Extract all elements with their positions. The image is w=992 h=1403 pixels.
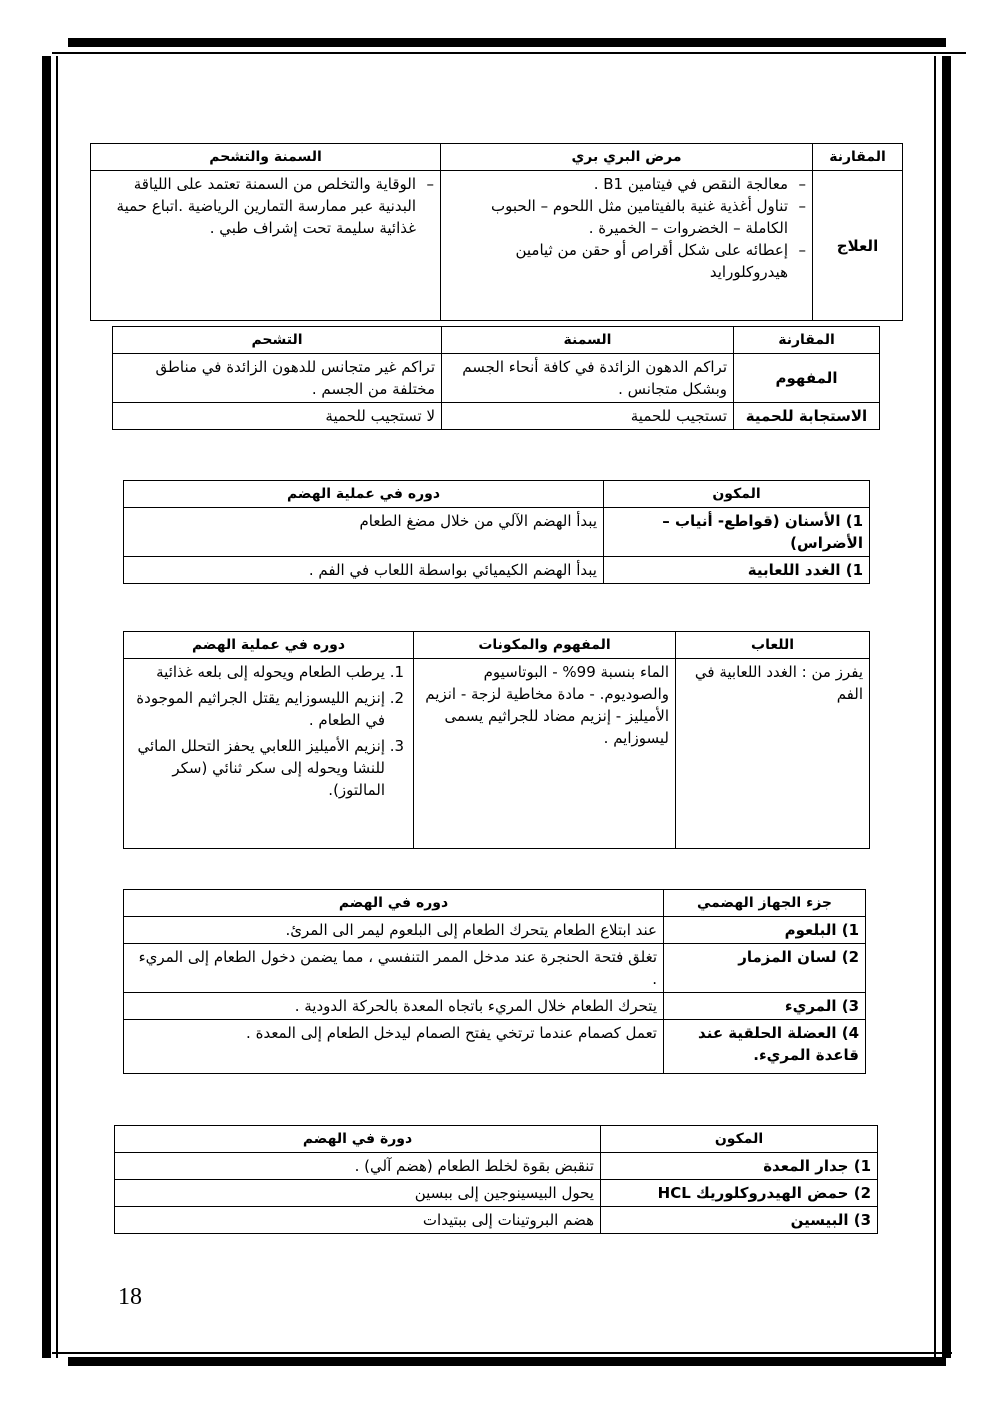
page-border-left-inner: [56, 56, 58, 1358]
table-cell: تراكم الدهون الزائدة في كافة أنحاء الجسم وبشكل متجانس .: [442, 354, 734, 403]
table-cell: لا تستجيب للحمية: [113, 403, 442, 430]
table-header-row: [115, 1126, 878, 1153]
part-cell: 3) المريء: [664, 993, 866, 1020]
table-header-row: [91, 144, 903, 171]
table-cell: يبدأ الهضم الآلي من خلال مضغ الطعام: [124, 508, 604, 557]
component-cell: 3) البيسين: [601, 1207, 878, 1234]
header-cell: المكون: [604, 481, 870, 508]
table-row: [124, 659, 870, 849]
table-cell: هضم البروتينات إلى ببتيدات: [115, 1207, 601, 1234]
list-item: – الوقاية والتخلص من السمنة تعتمد على اللياقة البدنية عبر ممارسة التمارين الرياضية .اتباع حمية غذائية سليمة تحت إشراف طبي .: [97, 173, 416, 239]
header-cell: اللعاب: [676, 632, 870, 659]
component-cell: 1) الغدد اللعابية: [604, 557, 870, 584]
table-header-row: [124, 481, 870, 508]
table-row: [91, 171, 903, 321]
concept-cell: الماء بنسبة 99% - البوتاسيوم والصوديوم. - مادة مخاطية لزجة - انزيم الأميليز - إنزيم مضاد للجراثيم يسمى ليسوزايم .: [414, 659, 676, 849]
table-header-row: [113, 327, 880, 354]
beriberi-treatment-cell: [441, 171, 813, 321]
list-item: 3. إنزيم الأميليز اللعابي يحفز التحلل المائي للنشا ويحوله إلى سكر ثنائي (سكر المالتوز).: [130, 735, 385, 801]
list-item: 1. يرطب الطعام ويحوله إلى بلعه غذائية: [130, 661, 385, 683]
table-header-row: [124, 890, 866, 917]
list-item: – معالجة النقص في فيتامين B1 .: [447, 173, 788, 195]
stomach-table: [114, 1125, 878, 1234]
header-cell: دوره في عملية الهضم: [124, 632, 414, 659]
table-row: [124, 1020, 866, 1074]
header-cell: السمنة والتشحم: [91, 144, 441, 171]
page-number: 18: [118, 1284, 142, 1310]
table-cell: يتحرك الطعام خلال المريء باتجاه المعدة بالحركة الدودية .: [124, 993, 664, 1020]
table-cell: تراكم غير متجانس للدهون الزائدة في مناطق مختلفة من الجسم .: [113, 354, 442, 403]
table-row: [124, 557, 870, 584]
table-cell: تستجيب للحمية: [442, 403, 734, 430]
table-cell: تنقبض بقوة لخلط الطعام (هضم آلي) .: [115, 1153, 601, 1180]
header-cell: جزء الجهاز الهضمي: [664, 890, 866, 917]
page-border-top: [68, 38, 946, 47]
table-row: [124, 993, 866, 1020]
table-cell: يبدأ الهضم الكيميائي بواسطة اللعاب في الفم .: [124, 557, 604, 584]
header-cell: المكون: [601, 1126, 878, 1153]
mouth-digestion-table: [123, 480, 870, 584]
header-cell: دوره في الهضم: [124, 890, 664, 917]
table-row: [113, 403, 880, 430]
obesity-comparison-table: [112, 326, 880, 430]
table-cell: عند ابتلاع الطعام يتحرك الطعام إلى البلعوم ليمر الى المرئ.: [124, 917, 664, 944]
table-row: [124, 508, 870, 557]
header-cell: المفهوم والمكونات: [414, 632, 676, 659]
page-border-right: [942, 56, 951, 1358]
page-border-bottom-inner: [52, 1352, 952, 1354]
saliva-table: [123, 631, 870, 849]
header-cell: دورة في الهضم: [115, 1126, 601, 1153]
page-border-bottom: [68, 1357, 946, 1366]
component-cell: 1) الأسنان (قواطع- أنياب – الأضراس): [604, 508, 870, 557]
page-border-right-inner: [934, 56, 936, 1358]
table-cell: يحول البيسينوجين إلى ببسين: [115, 1180, 601, 1207]
header-cell: دوره في عملية الهضم: [124, 481, 604, 508]
header-cell: السمنة: [442, 327, 734, 354]
table-header-row: [124, 632, 870, 659]
row-label: العلاج: [813, 171, 903, 321]
header-cell: المقارنة: [813, 144, 903, 171]
secretion-cell: يفرز من : الغدد اللعابية في الفم: [676, 659, 870, 849]
part-cell: 2) لسان المزمار: [664, 944, 866, 993]
table-row: [115, 1153, 878, 1180]
page-border-top-inner: [52, 52, 966, 54]
part-cell: 4) العضلة الحلقية عند قاعدة المريء.: [664, 1020, 866, 1074]
list-item: – إعطائه على شكل أقراص أو حقن من ثيامين هيدروكلورايد: [447, 239, 788, 283]
list-item: – تناول أغذية غنية بالفيتامين مثل اللحوم – الحبوب الكاملة – الخضروات – الخميرة .: [447, 195, 788, 239]
table-row: [115, 1180, 878, 1207]
row-label: الاستجابة للحمية: [734, 403, 880, 430]
table-row: [124, 917, 866, 944]
roles-cell: [124, 659, 414, 849]
header-cell: مرض البري بري: [441, 144, 813, 171]
table-cell: تعمل كصمام عندما ترتخي يفتح الصمام ليدخل الطعام إلى المعدة .: [124, 1020, 664, 1074]
digestive-tract-table: [123, 889, 866, 1074]
component-cell: 1) جدار المعدة: [601, 1153, 878, 1180]
table-row: [113, 354, 880, 403]
table-row: [124, 944, 866, 993]
table-cell: تغلق فتحة الحنجرة عند مدخل الممر التنفسي ، مما يضمن دخول الطعام إلى المريء .: [124, 944, 664, 993]
header-cell: المقارنة: [734, 327, 880, 354]
header-cell: التشحم: [113, 327, 442, 354]
list-item: 2. إنزيم الليسوزايم يقتل الجراثيم الموجودة في الطعام .: [130, 687, 385, 731]
component-cell: 2) حمض الهيدروكلوريك HCL: [601, 1180, 878, 1207]
obesity-treatment-cell: [91, 171, 441, 321]
table-row: [115, 1207, 878, 1234]
row-label: المفهوم: [734, 354, 880, 403]
page-border-left: [42, 56, 51, 1358]
treatment-comparison-table: [90, 143, 903, 321]
part-cell: 1) البلعوم: [664, 917, 866, 944]
